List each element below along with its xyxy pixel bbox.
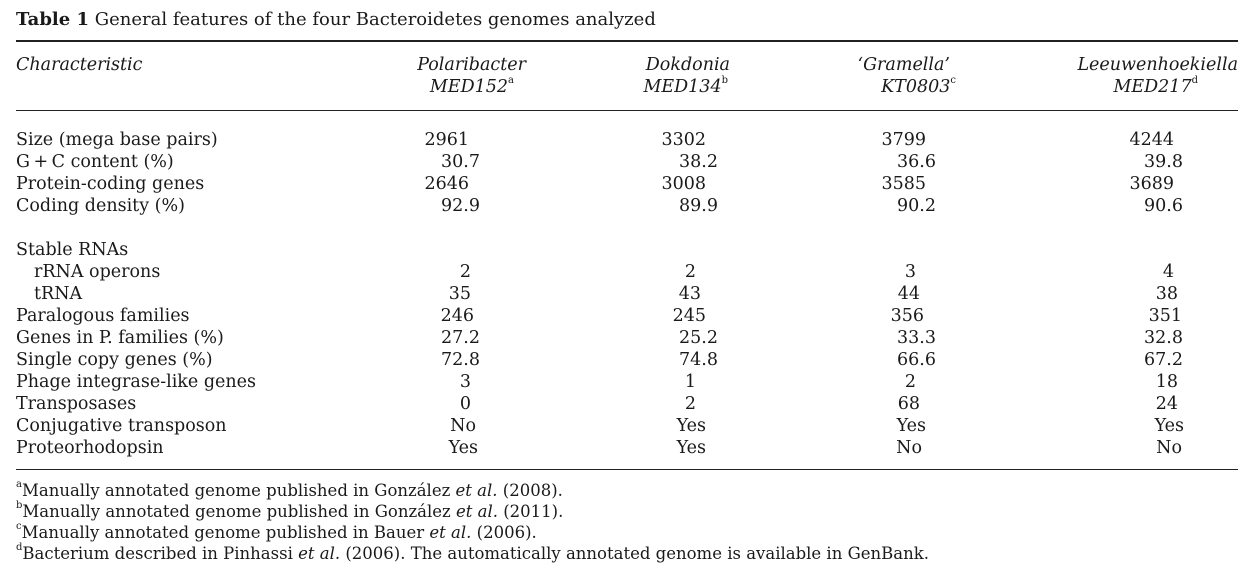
cell: 1 [684, 372, 696, 392]
header-col-2-name: Dokdonia [645, 55, 730, 75]
cell: 36.6 [897, 152, 936, 172]
cell: 27.2 [441, 328, 480, 348]
cell: 74.8 [679, 350, 718, 370]
cell: 3 [904, 262, 916, 282]
cell: 33.3 [897, 328, 936, 348]
row-label: Transposases [16, 394, 137, 414]
footnote-a: $^a$Manually annotated genome published in González et al. (2008). [16, 479, 563, 500]
cell: 4 [1162, 262, 1174, 282]
cell: 4244 [1129, 130, 1174, 150]
table-row [16, 111, 1238, 151]
header-characteristic: Characteristic [16, 55, 143, 75]
header-col-1-strain: MED152$^a$ [429, 75, 514, 97]
table-title: General features of the four Bacteroidetes genomes analyzed [94, 9, 656, 30]
table-header [16, 42, 1238, 111]
cell: 39.8 [1144, 152, 1183, 172]
cell: 3689 [1129, 174, 1174, 194]
cell: 72.8 [441, 350, 480, 370]
cell: 30.7 [441, 152, 480, 172]
cell: 2 [684, 394, 696, 414]
cell: 3 [459, 372, 471, 392]
header-col-1-name: Polaribacter [417, 55, 526, 75]
cell: 246 [440, 306, 474, 326]
cell: 67.2 [1144, 350, 1183, 370]
data-table [16, 42, 1238, 459]
cell: 92.9 [441, 196, 480, 216]
header-col-3-name: ‘Gramella’ [857, 55, 950, 75]
section-label-stable-rnas: Stable RNAs [16, 240, 129, 260]
table-row [16, 305, 1238, 327]
cell: 90.2 [897, 196, 936, 216]
table-row [16, 371, 1238, 393]
table-figure [16, 8, 1238, 564]
cell: 2646 [424, 174, 469, 194]
cell: 0 [459, 394, 471, 414]
row-label: Coding density (%) [16, 196, 185, 216]
cell: 44 [897, 284, 920, 304]
cell: 3008 [661, 174, 706, 194]
cell: 245 [672, 306, 706, 326]
row-label: Single copy genes (%) [16, 350, 213, 370]
header-col-2-strain: MED134$^b$ [643, 75, 728, 97]
table-caption [16, 8, 1238, 34]
header-col-4-name: Leeuwenhoekiella [1077, 55, 1238, 75]
cell: Yes [676, 416, 706, 436]
row-label: Size (mega base pairs) [16, 130, 218, 150]
cell: Yes [448, 438, 478, 458]
cell: 3585 [881, 174, 926, 194]
cell: 2 [684, 262, 696, 282]
cell: No [1156, 438, 1182, 458]
cell: 2961 [424, 130, 469, 150]
cell: 3799 [881, 130, 926, 150]
row-label: Proteorhodopsin [16, 438, 164, 458]
table-row [16, 349, 1238, 371]
table-label: Table 1 [16, 9, 90, 30]
cell: Yes [676, 438, 706, 458]
footnote-b: $^b$Manually annotated genome published in González et al. (2011). [16, 500, 564, 521]
table-row [16, 283, 1238, 305]
row-label: rRNA operons [34, 262, 161, 282]
row-label: Conjugative transposon [16, 416, 227, 436]
table-row [16, 151, 1238, 173]
footnotes [16, 480, 1238, 564]
table-row [16, 415, 1238, 437]
cell: 90.6 [1144, 196, 1183, 216]
header-col-4-strain: MED217$^d$ [1113, 75, 1198, 97]
table-row [16, 195, 1238, 217]
cell: 35 [448, 284, 471, 304]
row-label: Protein-coding genes [16, 174, 205, 194]
cell: 66.6 [897, 350, 936, 370]
cell: 3302 [661, 130, 706, 150]
footnote-d: $^d$Bacterium described in Pinhassi et al. (2006). The automatically annotated genome is available in GenBank. [16, 542, 929, 563]
table-row [16, 173, 1238, 195]
cell: No [450, 416, 476, 436]
cell: 38 [1155, 284, 1178, 304]
row-label: Genes in P. families (%) [16, 328, 224, 348]
cell: 24 [1155, 394, 1178, 414]
cell: 2 [459, 262, 471, 282]
bottom-rule [16, 469, 1238, 470]
cell: 68 [897, 394, 920, 414]
footnote-c: $^c$Manually annotated genome published in Bauer et al. (2006). [16, 521, 537, 542]
cell: Yes [1154, 416, 1184, 436]
cell: 38.2 [679, 152, 718, 172]
table-row [16, 217, 1238, 261]
cell: No [896, 438, 922, 458]
cell: 32.8 [1144, 328, 1183, 348]
cell: 18 [1155, 372, 1178, 392]
table-row [16, 261, 1238, 283]
table-body [16, 111, 1238, 460]
cell: 43 [678, 284, 701, 304]
cell: 25.2 [679, 328, 718, 348]
table-row [16, 327, 1238, 349]
cell: 356 [890, 306, 924, 326]
cell: 89.9 [679, 196, 718, 216]
row-label: Phage integrase-like genes [16, 372, 256, 392]
cell: Yes [896, 416, 926, 436]
table-row [16, 393, 1238, 415]
table-row [16, 437, 1238, 459]
row-label: G + C content (%) [16, 152, 174, 172]
row-label: tRNA [34, 284, 83, 304]
row-label: Paralogous families [16, 306, 190, 326]
header-col-3-strain: KT0803$^c$ [881, 75, 956, 97]
cell: 2 [904, 372, 916, 392]
cell: 351 [1148, 306, 1182, 326]
